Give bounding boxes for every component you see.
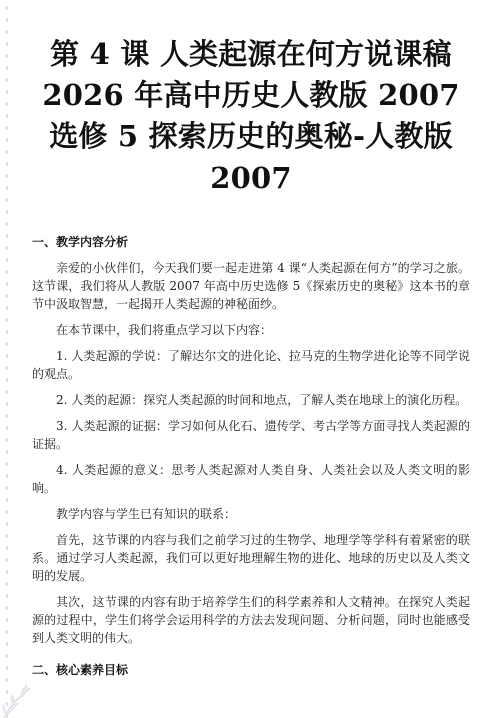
plant-sketch-decoration xyxy=(0,676,48,718)
list-item-2: 2. 人类的起源：探究人类起源的时间和地点，了解人类在地球上的演化历程。 xyxy=(56,392,468,407)
section-heading-teaching-content: 一、教学内容分析 xyxy=(32,234,129,249)
document-body xyxy=(32,233,470,679)
list-item-1: 1. 人类起源的学说：了解达尔文的进化论、拉马克的生物学进化论等不同学说的观点。 xyxy=(32,348,470,381)
list-item-3: 3. 人类起源的证据：学习如何从化石、遗传学、考古学等方面寻找人类起源的证据。 xyxy=(32,418,470,451)
connection-paragraph-1: 首先，这节课的内容与我们之前学习过的生物学、地理学等学科有着紧密的联系。通过学习人类起源，我们可以更好地理解生物的进化、地球的历史以及人类文明的发展。 xyxy=(32,532,470,583)
section-heading-core-literacy: 二、核心素养目标 xyxy=(32,662,129,677)
intro-paragraph: 亲爱的小伙伴们，今天我们要一起走进第 4 课“人类起源在何方”的学习之旅。这节课，我们将从人教版 2007 年高中历史选修 5《探索历史的奥秘》这本书的章节中汲取智慧，一起揭开人类起源的神秘面纱。 xyxy=(32,260,470,311)
connection-heading-paragraph: 教学内容与学生已有知识的联系： xyxy=(56,506,237,521)
focus-intro-paragraph: 在本节课中，我们将重点学习以下内容： xyxy=(56,322,273,337)
connection-paragraph-2: 其次，这节课的内容有助于培养学生们的科学素养和人文精神。在探究人类起源的过程中，学生们将学会运用科学的方法去发现问题、分析问题，同时也能感受到人类文明的伟大。 xyxy=(32,594,470,645)
list-item-4: 4. 人类起源的意义：思考人类起源对人类自身、人类社会以及人类文明的影响。 xyxy=(32,462,470,495)
document-title: 第 4 课 人类起源在何方说课稿 2026 年高中历史人教版 2007 选修 5 探索历史的奥秘-人教版 2007 xyxy=(42,37,460,195)
